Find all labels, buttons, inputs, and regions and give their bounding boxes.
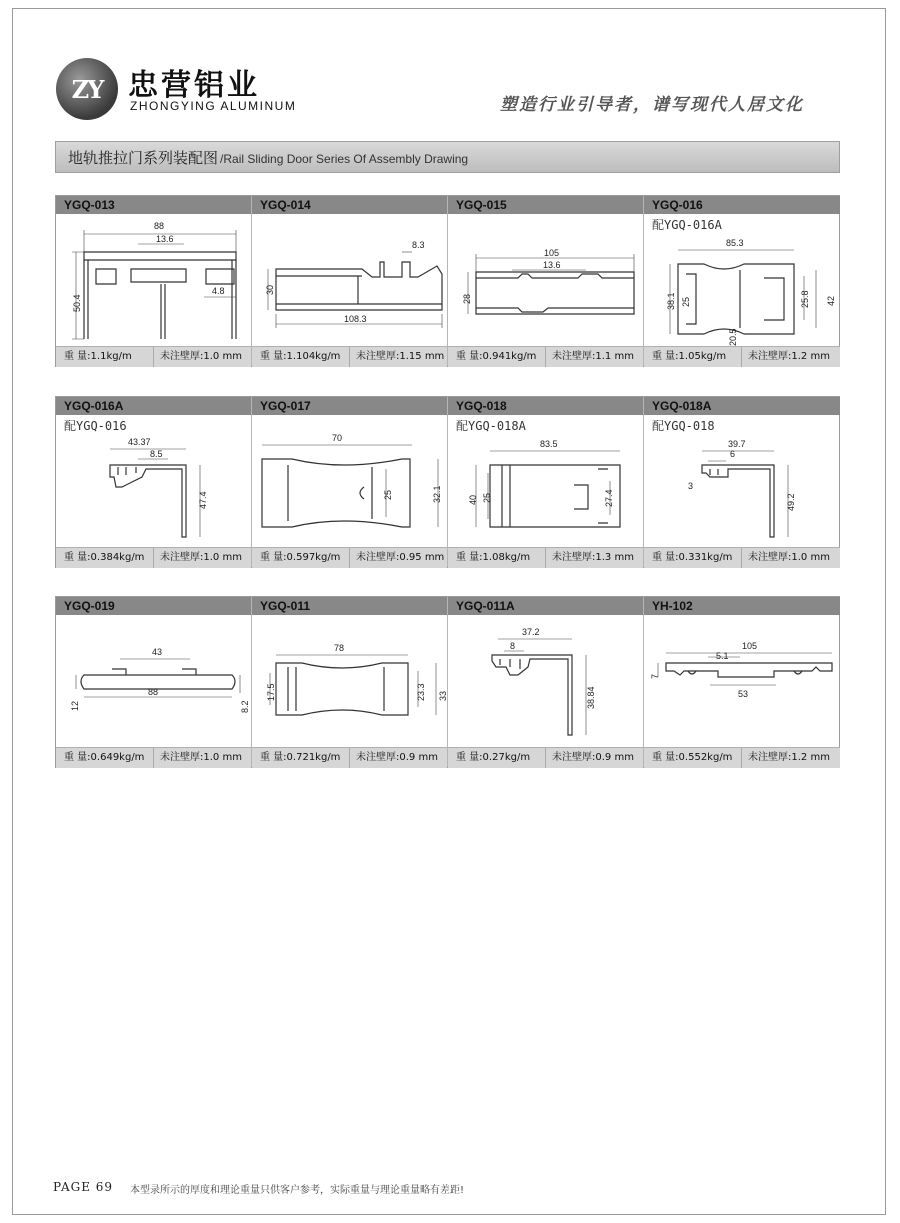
- profile-row-1: [55, 195, 840, 367]
- profile-card: [644, 196, 840, 366]
- dim-label: 25: [383, 489, 393, 500]
- dim-label: 108.3: [344, 314, 367, 324]
- profile-card: [448, 597, 644, 767]
- weight-spec: 重 量:0.384kg/m: [56, 548, 154, 568]
- dim-label: 43: [152, 647, 163, 657]
- profile-card: [448, 196, 644, 366]
- dim-label: 13.6: [543, 260, 561, 270]
- dim-label: 78: [334, 643, 345, 653]
- weight-spec: 重 量:0.552kg/m: [644, 748, 742, 768]
- profile-drawing: [448, 214, 643, 346]
- dim-label: 30: [265, 284, 275, 295]
- brand-name-en: ZHONGYING ALUMINUM: [130, 99, 297, 113]
- dim-label: 20.5: [728, 328, 738, 346]
- logo-icon: ZY: [56, 58, 118, 120]
- profile-card: [252, 196, 448, 366]
- spec-bar: [644, 547, 840, 568]
- dim-label: 4.8: [212, 286, 225, 296]
- dim-label: 28: [462, 293, 472, 304]
- slogan: 塑造行业引导者，谱写现代人居文化: [500, 95, 804, 115]
- weight-spec: 重 量:0.721kg/m: [252, 748, 350, 768]
- thickness-spec: 未注壁厚:0.9 mm: [356, 752, 438, 763]
- brand-name-cn: 忠营铝业: [128, 68, 260, 103]
- thickness-spec: 未注壁厚:1.3 mm: [552, 552, 634, 563]
- dim-label: 25: [482, 492, 492, 503]
- dim-label: 88: [154, 221, 165, 231]
- dim-label: 50.4: [72, 294, 82, 312]
- spec-bar: [56, 547, 251, 568]
- spec-bar: [252, 747, 447, 768]
- profile-card: [644, 397, 840, 567]
- profile-code: YGQ-016: [644, 196, 840, 214]
- thickness-spec: 未注壁厚:1.0 mm: [160, 552, 242, 563]
- thickness-spec: 未注壁厚:0.9 mm: [552, 752, 634, 763]
- dim-label: 23.3: [416, 683, 426, 701]
- weight-spec: 重 量:0.331kg/m: [644, 548, 742, 568]
- profile-code: YGQ-017: [252, 397, 447, 415]
- weight-spec: 重 量:0.941kg/m: [448, 347, 546, 367]
- dim-label: 38.84: [586, 686, 596, 709]
- thickness-spec: 未注壁厚:1.15 mm: [356, 351, 445, 362]
- dim-label: 38.1: [666, 292, 676, 310]
- profile-drawing: [448, 415, 643, 547]
- section-title-bar: [55, 141, 840, 173]
- profile-drawing: [56, 615, 251, 747]
- dim-label: 8: [510, 641, 516, 651]
- profile-drawing: [252, 415, 447, 547]
- spec-bar: [448, 547, 643, 568]
- profile-drawing: [56, 214, 251, 346]
- profile-card: [644, 597, 840, 767]
- dim-label: 39.7: [728, 439, 746, 449]
- thickness-spec: 未注壁厚:1.2 mm: [748, 752, 830, 763]
- profile-code: YGQ-019: [56, 597, 251, 615]
- dim-label: 13.6: [156, 234, 174, 244]
- spec-bar: [56, 747, 251, 768]
- dim-label: 105: [544, 248, 560, 258]
- profile-card: [56, 597, 252, 767]
- profile-card: [252, 597, 448, 767]
- dim-label: 6: [730, 449, 736, 459]
- profile-row-2: [55, 396, 840, 568]
- profile-code: YGQ-016A: [56, 397, 251, 415]
- dim-label: 25.8: [800, 290, 810, 308]
- profile-drawing: [56, 415, 251, 547]
- spec-bar: [252, 547, 447, 568]
- profile-card: [56, 397, 252, 567]
- weight-spec: 重 量:1.08kg/m: [448, 548, 546, 568]
- profile-drawing: [252, 615, 447, 747]
- spec-bar: [56, 346, 251, 367]
- weight-spec: 重 量:1.1kg/m: [56, 347, 154, 367]
- spec-bar: [448, 747, 643, 768]
- profile-code: YGQ-015: [448, 196, 643, 214]
- profile-drawing: [252, 214, 447, 346]
- profile-card: [252, 397, 448, 567]
- profile-card: [448, 397, 644, 567]
- pairing-note: 配YGQ-016: [64, 419, 127, 433]
- dim-label: 37.2: [522, 627, 540, 637]
- thickness-spec: 未注壁厚:0.95 mm: [356, 552, 445, 563]
- weight-spec: 重 量:1.104kg/m: [252, 347, 350, 367]
- weight-spec: 重 量:0.649kg/m: [56, 748, 154, 768]
- dim-label: 8.2: [240, 700, 250, 713]
- dim-label: 3: [688, 481, 694, 491]
- profile-card: [56, 196, 252, 366]
- page-number: PAGE 69: [53, 1180, 114, 1194]
- thickness-spec: 未注壁厚:1.0 mm: [748, 552, 830, 563]
- dim-label: 12: [70, 700, 80, 711]
- profile-code: YGQ-014: [252, 196, 447, 214]
- profile-drawing: [644, 415, 840, 547]
- weight-spec: 重 量:0.27kg/m: [448, 748, 546, 768]
- dim-label: 8.3: [412, 240, 425, 250]
- dim-label: 5.1: [716, 651, 729, 661]
- dim-label: 43.37: [128, 437, 151, 447]
- profile-code: YGQ-011: [252, 597, 447, 615]
- pairing-note: 配YGQ-016A: [652, 218, 722, 232]
- dim-label: 32.1: [432, 485, 442, 503]
- profile-row-3: [55, 596, 840, 768]
- thickness-spec: 未注壁厚:1.0 mm: [160, 351, 242, 362]
- profile-drawing: [644, 615, 840, 747]
- dim-label: 83.5: [540, 439, 558, 449]
- dim-label: 17.5: [266, 683, 276, 701]
- spec-bar: [644, 346, 840, 367]
- dim-label: 53: [738, 689, 749, 699]
- dim-label: 49.2: [786, 493, 796, 511]
- spec-bar: [644, 747, 840, 768]
- dim-label: 27.4: [604, 489, 614, 507]
- weight-spec: 重 量:0.597kg/m: [252, 548, 350, 568]
- spec-bar: [448, 346, 643, 367]
- thickness-spec: 未注壁厚:1.1 mm: [552, 351, 634, 362]
- dim-label: 7: [650, 673, 660, 679]
- dim-label: 85.3: [726, 238, 744, 248]
- dim-label: 105: [742, 641, 758, 651]
- spec-bar: [252, 346, 447, 367]
- profile-drawing: [644, 214, 840, 346]
- weight-spec: 重 量:1.05kg/m: [644, 347, 742, 367]
- profile-drawing: [448, 615, 643, 747]
- section-title-en: /Rail Sliding Door Series Of Assembly Drawing: [220, 152, 469, 166]
- profile-code: YGQ-011A: [448, 597, 643, 615]
- profile-code: YGQ-018A: [644, 397, 840, 415]
- profile-code: YH-102: [644, 597, 840, 615]
- profile-code: YGQ-018: [448, 397, 643, 415]
- section-title-cn: 地轨推拉门系列装配图: [68, 148, 219, 167]
- thickness-spec: 未注壁厚:1.0 mm: [160, 752, 242, 763]
- pairing-note: 配YGQ-018: [652, 419, 715, 433]
- dim-label: 88: [148, 687, 159, 697]
- dim-label: 42: [826, 295, 836, 306]
- dim-label: 70: [332, 433, 343, 443]
- dim-label: 40: [468, 494, 478, 505]
- footnote: 本型录所示的厚度和理论重量只供客户参考，实际重量与理论重量略有差距!: [130, 1185, 465, 1196]
- dim-label: 8.5: [150, 449, 163, 459]
- profile-code: YGQ-013: [56, 196, 251, 214]
- dim-label: 25: [681, 296, 691, 307]
- thickness-spec: 未注壁厚:1.2 mm: [748, 351, 830, 362]
- dim-label: 33: [438, 690, 448, 701]
- pairing-note: 配YGQ-018A: [456, 419, 526, 433]
- dim-label: 47.4: [198, 491, 208, 509]
